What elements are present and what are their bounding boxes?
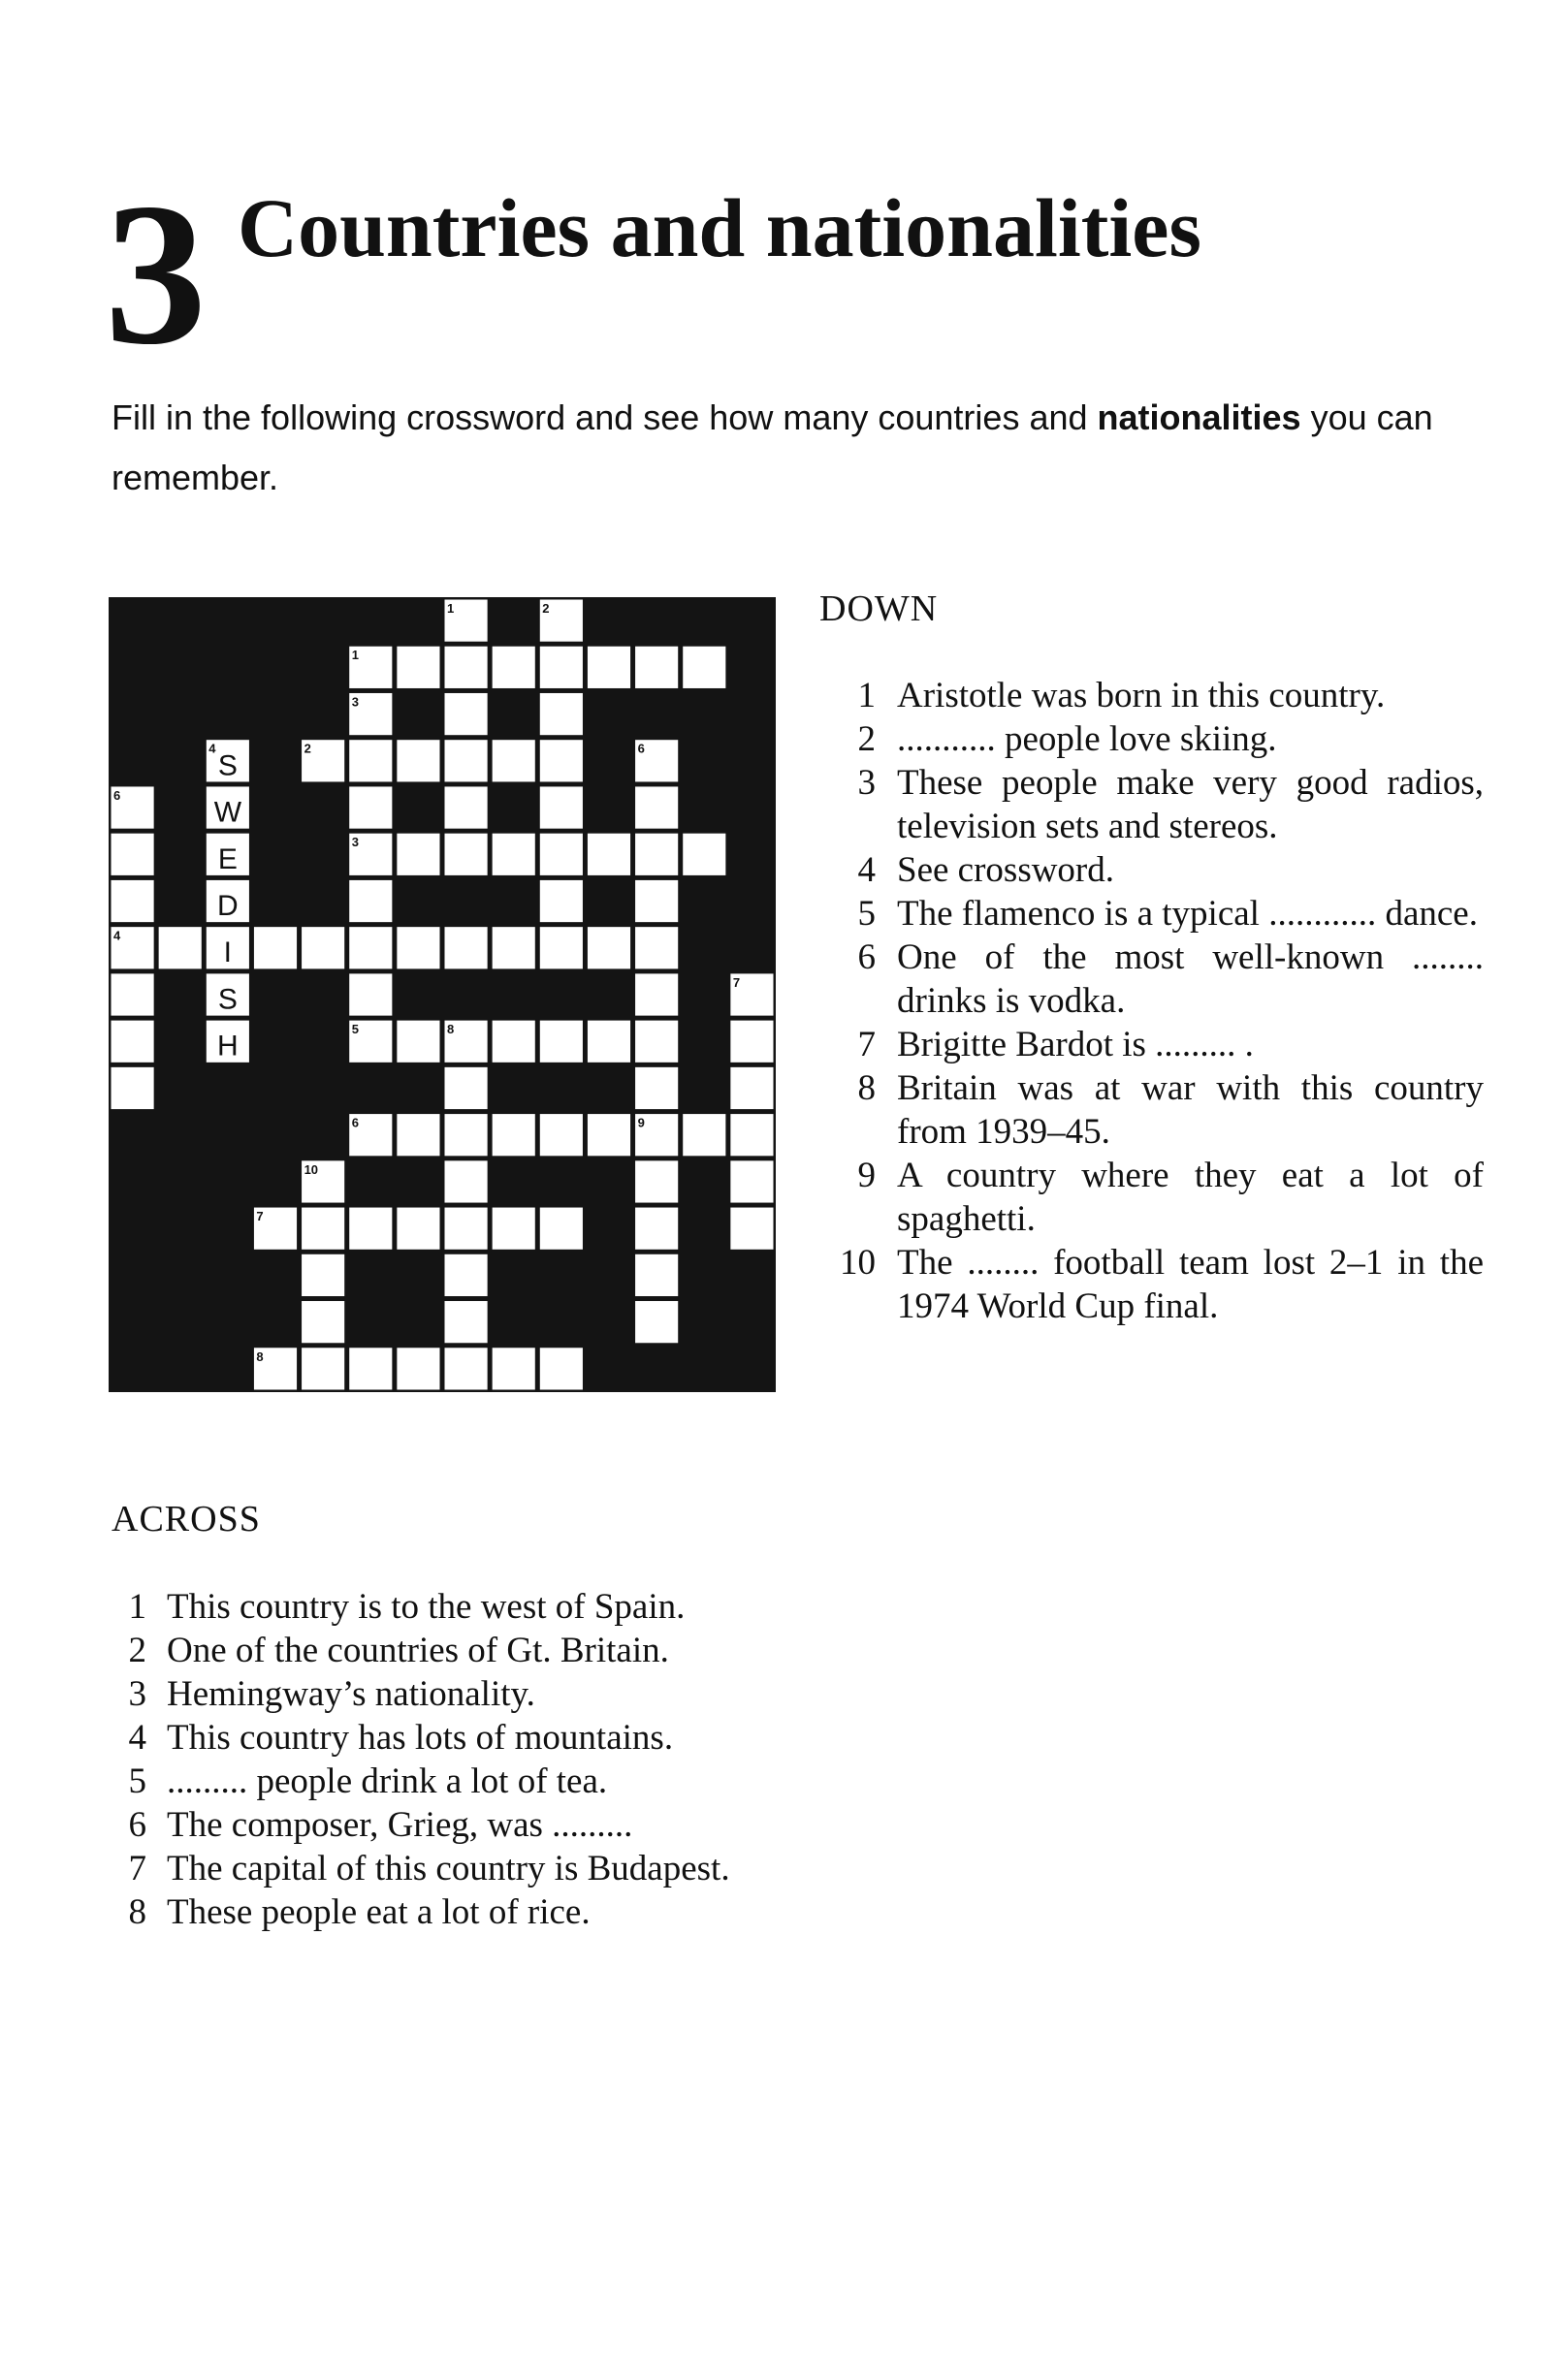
- across-clue-text: One of the countries of Gt. Britain.: [167, 1631, 669, 1670]
- down-clue-text: Aristotle was born in this country.: [897, 676, 1386, 715]
- intro-sentence: Fill in the following crossword and see how many countries and: [112, 397, 1088, 437]
- across-clue-number: 3: [128, 1674, 146, 1714]
- down-clue-number: 5: [857, 894, 876, 934]
- grid-cell[interactable]: [635, 927, 678, 968]
- intro-sentence-end: you can remember.: [112, 397, 1433, 497]
- grid-cell[interactable]: [588, 647, 630, 688]
- down-clue-number: 8: [857, 1068, 876, 1108]
- grid-cell[interactable]: [112, 834, 154, 875]
- down-clue: [819, 761, 1484, 848]
- grid-cell[interactable]: [302, 1348, 344, 1389]
- down-clue-number: 4: [857, 850, 876, 890]
- grid-cell[interactable]: [683, 647, 725, 688]
- grid-cell[interactable]: [540, 1208, 583, 1250]
- down-clue-number: 6: [857, 937, 876, 977]
- grid-clue-number: 8: [447, 1022, 455, 1037]
- grid-cell[interactable]: [254, 927, 297, 968]
- across-clue-list: [102, 1585, 747, 1934]
- grid-clue-number: 7: [256, 1209, 264, 1224]
- grid-clue-number: 2: [304, 741, 311, 756]
- down-clue-text: ........... people love skiing.: [897, 719, 1277, 759]
- grid-cell[interactable]: [635, 834, 678, 875]
- grid-cell[interactable]: [445, 1114, 488, 1156]
- grid-cell[interactable]: [635, 1301, 678, 1343]
- grid-cell[interactable]: [445, 1208, 488, 1250]
- grid-clue-number: 4: [208, 741, 216, 756]
- across-clue-number: 5: [128, 1761, 146, 1801]
- grid-cell[interactable]: [445, 647, 488, 688]
- across-clue: [102, 1760, 747, 1803]
- grid-clue-number: 4: [113, 928, 121, 943]
- grid-cell[interactable]: [397, 1114, 439, 1156]
- grid-letter: S: [217, 749, 238, 782]
- grid-cell[interactable]: [540, 647, 583, 688]
- grid-cell[interactable]: [540, 834, 583, 875]
- across-clue-text: This country has lots of mountains.: [167, 1718, 674, 1758]
- grid-letter: W: [213, 796, 242, 829]
- grid-cell[interactable]: [112, 1021, 154, 1063]
- down-clue-text: The flamenco is a typical ............ dance.: [897, 894, 1478, 934]
- grid-clue-number: 7: [732, 974, 741, 990]
- grid-cell[interactable]: [540, 786, 583, 828]
- down-clue: [819, 674, 1484, 717]
- down-clue-text: See crossword.: [897, 850, 1115, 890]
- down-clue-number: 2: [857, 719, 876, 759]
- across-clue: [102, 1585, 747, 1629]
- grid-cell[interactable]: [397, 1208, 439, 1250]
- grid-cell[interactable]: [493, 1021, 535, 1063]
- chapter-title: Countries and nationalities: [238, 181, 1201, 274]
- grid-clue-number: 1: [447, 601, 455, 616]
- grid-letter: D: [217, 890, 239, 922]
- grid-cell[interactable]: [493, 1348, 535, 1389]
- grid-cell[interactable]: [540, 880, 583, 922]
- grid-cell[interactable]: [397, 834, 439, 875]
- down-clue: [819, 892, 1484, 936]
- down-clue-text: The ........ football team lost 2–1 in the 1974 World Cup final.: [897, 1243, 1484, 1326]
- grid-clue-number: 10: [304, 1161, 319, 1177]
- grid-cell[interactable]: [588, 1021, 630, 1063]
- grid-cell[interactable]: [397, 927, 439, 968]
- grid-clue-number: 3: [351, 694, 359, 710]
- grid-cell[interactable]: [112, 1067, 154, 1109]
- crossword-grid: [109, 597, 776, 1392]
- grid-cell[interactable]: [349, 1208, 392, 1250]
- grid-cell[interactable]: [159, 927, 202, 968]
- down-clue: [819, 848, 1484, 892]
- grid-cell[interactable]: [349, 786, 392, 828]
- intro-bold-word: nationalities: [1097, 397, 1301, 437]
- across-clue: [102, 1629, 747, 1672]
- grid-clue-number: 2: [542, 601, 550, 616]
- grid-cell[interactable]: [445, 740, 488, 781]
- grid-clue-number: 8: [256, 1349, 264, 1364]
- grid-cell[interactable]: [112, 973, 154, 1015]
- grid-cell[interactable]: [397, 740, 439, 781]
- across-clue-text: These people eat a lot of rice.: [167, 1892, 591, 1932]
- grid-cell[interactable]: [349, 973, 392, 1015]
- grid-cell[interactable]: [493, 834, 535, 875]
- across-clue-text: The composer, Grieg, was .........: [167, 1805, 633, 1845]
- across-clue-text: This country is to the west of Spain.: [167, 1587, 686, 1627]
- grid-cell[interactable]: [349, 1348, 392, 1389]
- grid-cell[interactable]: [635, 1067, 678, 1109]
- down-clue-text: These people make very good radios, television sets and stereos.: [897, 763, 1484, 846]
- grid-cell[interactable]: [493, 1114, 535, 1156]
- across-clue-number: 8: [128, 1892, 146, 1932]
- down-clue: [819, 717, 1484, 761]
- grid-letter: I: [223, 936, 233, 969]
- across-heading: ACROSS: [112, 1499, 261, 1539]
- down-clue: [819, 1023, 1484, 1066]
- down-clue: [819, 1154, 1484, 1241]
- grid-cell[interactable]: [349, 880, 392, 922]
- across-clue-number: 1: [128, 1587, 146, 1627]
- intro-text: [112, 388, 1488, 508]
- grid-cell[interactable]: [493, 927, 535, 968]
- grid-cell[interactable]: [635, 647, 678, 688]
- grid-clue-number: 1: [351, 648, 359, 663]
- grid-clue-number: 3: [351, 835, 359, 850]
- grid-cell[interactable]: [445, 1348, 488, 1389]
- grid-clue-number: 9: [637, 1115, 645, 1130]
- grid-cell[interactable]: [730, 1021, 773, 1063]
- grid-clue-number: 5: [351, 1022, 359, 1037]
- grid-cell[interactable]: [349, 927, 392, 968]
- down-clue-text: A country where they eat a lot of spaghetti.: [897, 1156, 1484, 1239]
- across-clue-number: 7: [128, 1849, 146, 1888]
- grid-cell[interactable]: [635, 973, 678, 1015]
- grid-cell[interactable]: [588, 834, 630, 875]
- grid-cell[interactable]: [445, 1301, 488, 1343]
- down-clue-number: 3: [857, 763, 876, 803]
- grid-clue-number: 6: [351, 1115, 359, 1130]
- grid-cell[interactable]: [730, 1114, 773, 1156]
- grid-cell[interactable]: [635, 1208, 678, 1250]
- grid-cell[interactable]: [635, 786, 678, 828]
- across-clue-text: Hemingway’s nationality.: [167, 1674, 535, 1714]
- grid-letter: H: [217, 1030, 239, 1063]
- grid-cell[interactable]: [588, 1114, 630, 1156]
- across-clue-text: The capital of this country is Budapest.: [167, 1849, 730, 1888]
- chapter-number: 3: [105, 162, 207, 387]
- down-clue-number: 7: [857, 1025, 876, 1064]
- across-clue: [102, 1847, 747, 1890]
- grid-cell[interactable]: [730, 1160, 773, 1202]
- grid-cell[interactable]: [397, 1021, 439, 1063]
- grid-cell[interactable]: [445, 693, 488, 735]
- across-clue-number: 2: [128, 1631, 146, 1670]
- grid-cell[interactable]: [445, 1160, 488, 1202]
- across-clue: [102, 1672, 747, 1716]
- grid-cell[interactable]: [540, 1348, 583, 1389]
- grid-cell[interactable]: [397, 1348, 439, 1389]
- grid-clue-number: 6: [637, 741, 645, 756]
- grid-cell[interactable]: [445, 927, 488, 968]
- down-clue-text: Brigitte Bardot is ......... .: [897, 1025, 1254, 1064]
- grid-cell[interactable]: [349, 740, 392, 781]
- grid-cell[interactable]: [588, 927, 630, 968]
- grid-cell[interactable]: [493, 740, 535, 781]
- grid-cell[interactable]: [445, 1254, 488, 1296]
- grid-cell[interactable]: [302, 1301, 344, 1343]
- down-clue-number: 1: [857, 676, 876, 715]
- across-clue: [102, 1716, 747, 1760]
- grid-cell[interactable]: [730, 1067, 773, 1109]
- grid-cell[interactable]: [635, 1021, 678, 1063]
- grid-cell[interactable]: [540, 927, 583, 968]
- crossword-svg: [109, 597, 776, 1392]
- grid-cell[interactable]: [302, 1254, 344, 1296]
- grid-cell[interactable]: [112, 880, 154, 922]
- down-clue-text: One of the most well-known ........ drinks is vodka.: [897, 937, 1484, 1021]
- grid-cell[interactable]: [302, 1208, 344, 1250]
- grid-cell[interactable]: [683, 1114, 725, 1156]
- down-clue-number: 10: [840, 1243, 876, 1283]
- grid-cell[interactable]: [302, 927, 344, 968]
- down-heading: DOWN: [819, 588, 939, 629]
- grid-cell[interactable]: [397, 647, 439, 688]
- grid-letter: E: [217, 842, 238, 875]
- grid-cell[interactable]: [683, 834, 725, 875]
- grid-clue-number: 6: [113, 787, 121, 803]
- grid-cell[interactable]: [635, 1254, 678, 1296]
- grid-cell[interactable]: [493, 647, 535, 688]
- grid-cell[interactable]: [540, 1021, 583, 1063]
- across-clue: [102, 1803, 747, 1847]
- grid-cell[interactable]: [540, 693, 583, 735]
- grid-cell[interactable]: [445, 834, 488, 875]
- grid-cell[interactable]: [493, 1208, 535, 1250]
- grid-cell[interactable]: [445, 1067, 488, 1109]
- grid-letter: S: [217, 983, 238, 1016]
- across-clue: [102, 1890, 747, 1934]
- down-clue: [819, 1066, 1484, 1154]
- grid-cell[interactable]: [445, 786, 488, 828]
- grid-cell[interactable]: [635, 880, 678, 922]
- down-clue: [819, 1241, 1484, 1328]
- down-clue: [819, 936, 1484, 1023]
- down-clue-text: Britain was at war with this country from 1939–45.: [897, 1068, 1484, 1152]
- grid-cell[interactable]: [730, 1208, 773, 1250]
- across-clue-number: 6: [128, 1805, 146, 1845]
- down-clue-number: 9: [857, 1156, 876, 1195]
- grid-cell[interactable]: [540, 1114, 583, 1156]
- across-clue-number: 4: [128, 1718, 146, 1758]
- grid-cell[interactable]: [635, 1160, 678, 1202]
- grid-cell[interactable]: [540, 740, 583, 781]
- across-clue-text: ......... people drink a lot of tea.: [167, 1761, 608, 1801]
- down-clue-list: [819, 674, 1484, 1328]
